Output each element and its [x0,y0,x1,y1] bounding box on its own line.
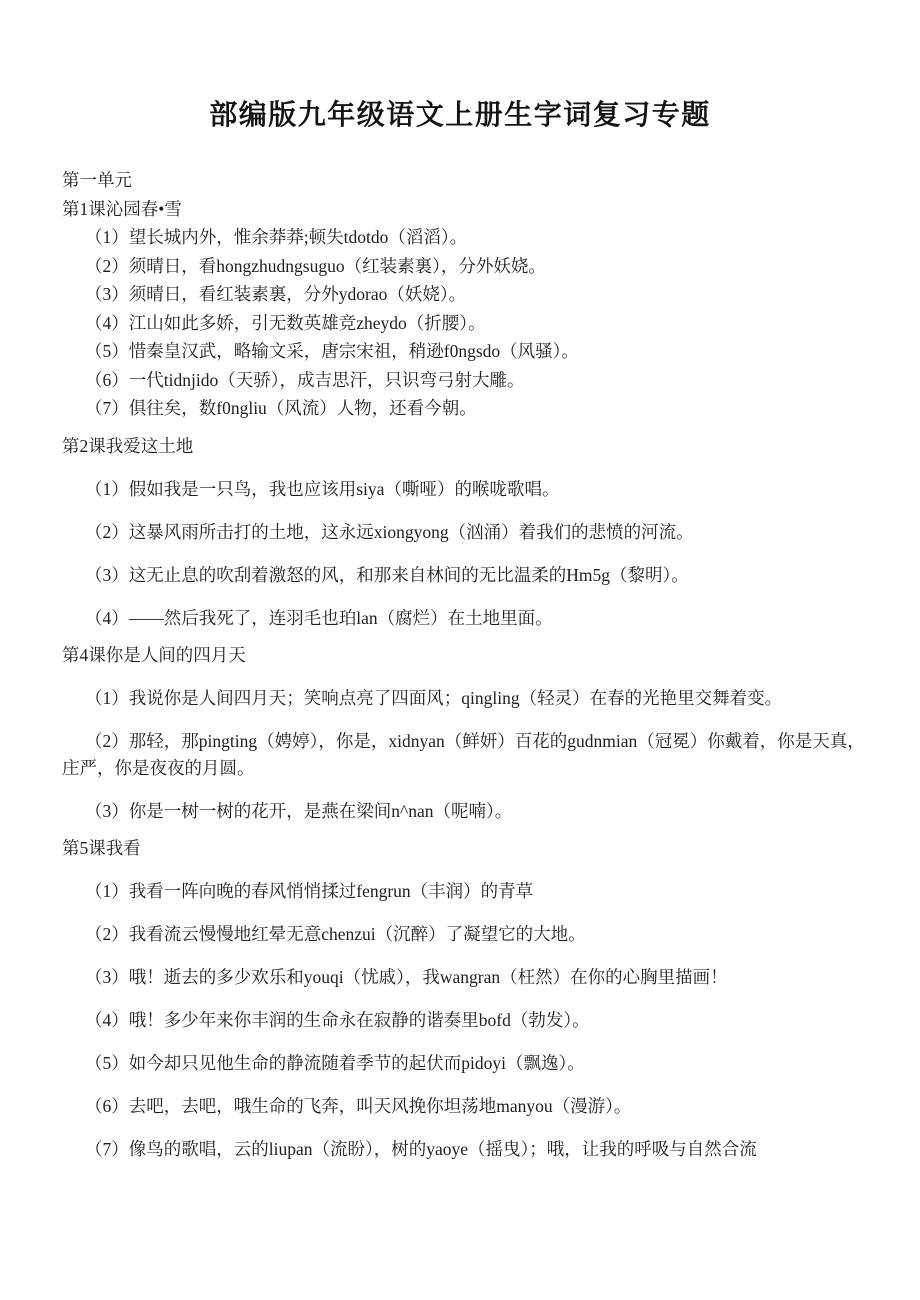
lesson-2-section [62,433,882,632]
unit-heading: 第一单元 [62,170,132,190]
lesson-4-heading: 第4课你是人间的四月天 [62,644,246,665]
vocab-item: （4）哦！多少年来你丰润的生命永在寂静的谐奏里bofd（勃发）。 [85,1009,590,1030]
lesson-5-heading: 第5课我看 [62,837,141,858]
vocab-item: （1）我看一阵向晚的春风悄悄揉过fengrun（丰润）的青草 [85,880,534,901]
vocab-item: （7）像鸟的歌唱，云的liupan（流盼），树的yaoye（摇曳）；哦，让我的呼吸与自然合流 [85,1138,757,1159]
vocab-item: （5）惜秦皇汉武，略输文采，唐宗宋祖，稍逊f0ngsdo（风骚）。 [85,341,579,361]
lesson-4-section [62,642,882,825]
vocab-item: （6）去吧，去吧，哦生命的飞奔，叫天风挽你坦荡地manyou（漫游）。 [85,1095,632,1116]
vocab-item: （5）如今却只见他生命的静流随着季节的起伏而pidoyi（飘逸）。 [85,1052,585,1073]
vocab-item: （2）那轻，那pingting（娉婷），你是，xidnyan（鲜妍）百花的gudnmian（冠冕）你戴着，你是天真，庄严，你是夜夜的月圆。 [62,730,865,778]
vocab-item: （3）须晴日，看红装素裏，分外ydorao（妖娆）。 [85,284,467,304]
lesson-1-heading: 第1课沁园春•雪 [62,198,182,219]
vocab-item: （1）我说你是人间四月天；笑响点亮了四面风；qingling（轻灵）在春的光艳里交舞着变。 [85,687,783,708]
lesson-1-section [62,195,882,423]
lesson-5-section [62,835,882,1163]
vocab-item: （3）这无止息的吹刮着激怒的风，和那来自林间的无比温柔的Hm5g（黎明）。 [85,564,689,585]
vocab-item: （4）江山如此多娇，引无数英雄竞zheydo（折腰）。 [85,312,486,333]
vocab-item: （1）假如我是一只鸟，我也应该用siya（嘶哑）的喉咙歌唱。 [85,478,560,499]
vocab-item: （4）——然后我死了，连羽毛也珀lan（腐烂）在土地里面。 [85,607,553,628]
vocab-item: （3）哦！逝去的多少欢乐和youqi（忧戚），我wangran（枉然）在你的心胸里描画！ [85,966,728,987]
vocab-item: （7）俱往矣，数f0ngliu（风流）人物，还看今朝。 [85,398,477,418]
document-title: 部编版九年级语文上册生字词复习专题 [209,99,711,130]
vocab-item: （2）我看流云慢慢地红晕无意chenzui（沉醉）了凝望它的大地。 [85,923,586,944]
vocab-item: （6）一代tidnjido（天骄），成吉思汗，只识弯弓射大雕。 [85,369,525,390]
vocab-item: （2）这暴风雨所击打的土地，这永远xiongyong（汹涌）着我们的悲愤的河流。 [85,521,694,542]
vocab-item: （3）你是一树一树的花开，是燕在梁间n^nan（呢喃）。 [85,800,513,821]
vocab-item: （2）须晴日，看hongzhudngsuguo（红装素裏），分外妖娆。 [85,255,546,276]
lesson-2-heading: 第2课我爱这土地 [62,435,194,456]
vocab-item: （1）望长城内外，惟余莽莽;顿失tdotdo（滔滔）。 [85,227,468,247]
